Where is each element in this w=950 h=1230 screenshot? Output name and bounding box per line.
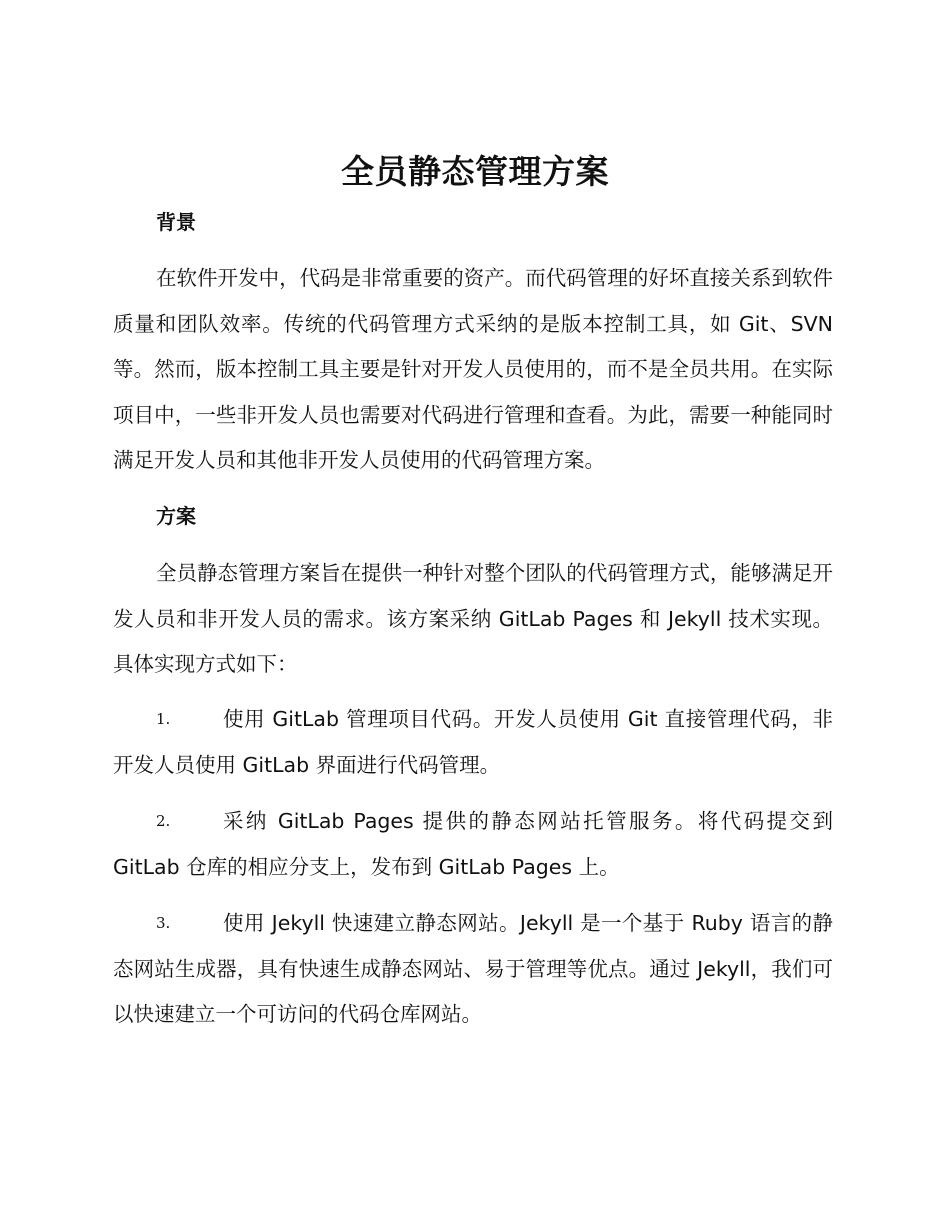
document-title: 全员静态管理方案 [341, 152, 609, 191]
list-item-text: 采纳 GitLab Pages 提供的静态网站托管服务。将代码提交到 GitLab 仓库的相应分支上，发布到 GitLab Pages 上。 [113, 809, 833, 879]
list-item-text: 使用 Jekyll 快速建立静态网站。Jekyll 是一个基于 Ruby 语言的静态网站生成器，具有快速生成静态网站、易于管理等优点。通过 Jekyll，我们可以快速建立一个可访问的代码仓库网站。 [113, 911, 833, 1026]
list-item-number: 2. [156, 812, 171, 830]
list-item-text: 使用 GitLab 管理项目代码。开发人员使用 Git 直接管理代码，非开发人员使用 GitLab 界面进行代码管理。 [113, 707, 833, 777]
section-heading-solution: 方案 [156, 504, 196, 528]
list-item [113, 901, 833, 1038]
list-item [113, 799, 833, 890]
list-item-number: 3. [156, 914, 171, 932]
list-item-number: 1. [156, 710, 171, 728]
list-item [113, 697, 833, 788]
background-paragraph: 在软件开发中，代码是非常重要的资产。而代码管理的好坏直接关系到软件质量和团队效率。传统的代码管理方式采纳的是版本控制工具，如 Git、SVN 等。然而，版本控制工具主要是针对开发人员使用的，而不是全员共用。在实际项目中，一些非开发人员也需要对代码进行管理和查看。为此，需要一种能同时满足开发人员和其他非开发人员使用的代码管理方案。 [113, 266, 833, 472]
section-heading-background: 背景 [156, 210, 196, 234]
solution-paragraph: 全员静态管理方案旨在提供一种针对整个团队的代码管理方式，能够满足开发人员和非开发人员的需求。该方案采纳 GitLab Pages 和 Jekyll 技术实现。具体实现方式如下： [113, 561, 833, 676]
